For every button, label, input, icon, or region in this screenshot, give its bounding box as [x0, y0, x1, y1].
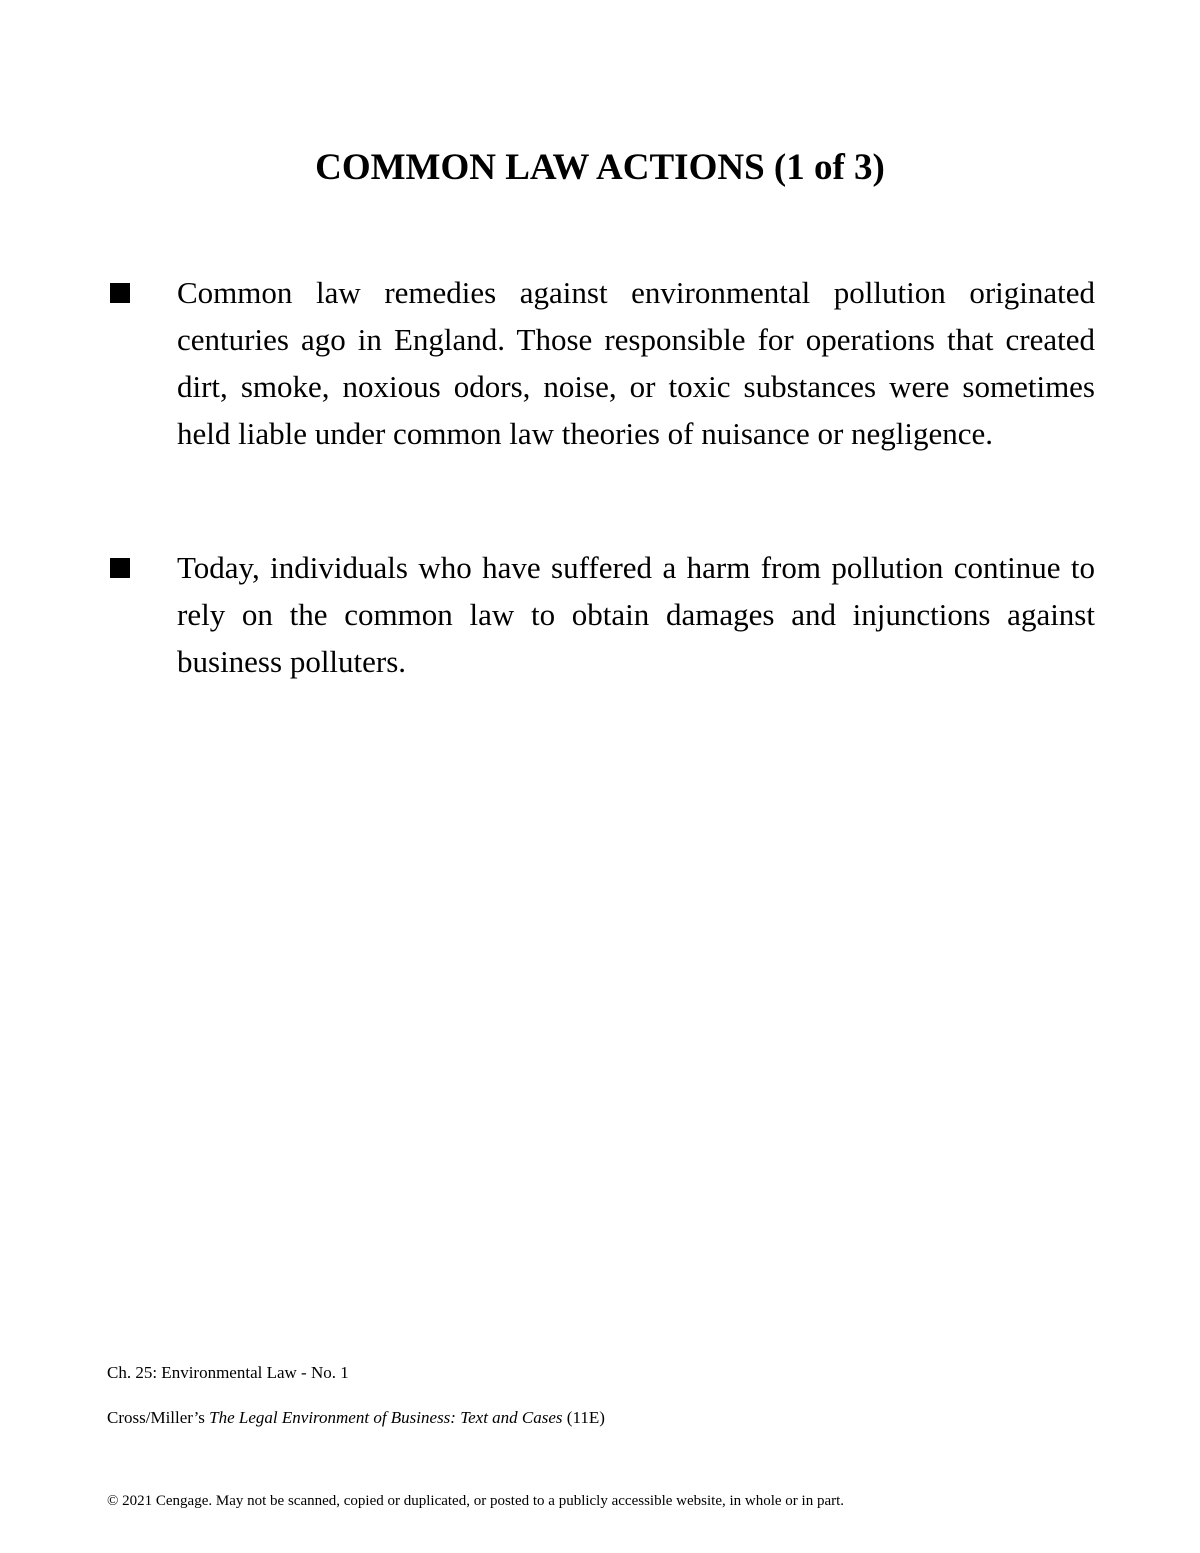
- source-author: Cross/Miller’s: [107, 1408, 210, 1427]
- bullet-text: Common law remedies against environmental pollution originated centuries ago in England. Those responsible for operations that created dirt, smoke, noxious odors, noise, or toxic substances were sometimes held liable under common law theories of nuisance or negligence.: [177, 275, 1095, 451]
- bullet-text: Today, individuals who have suffered a harm from pollution continue to rely on the common law to obtain damages and injunctions against business polluters.: [177, 550, 1095, 679]
- bullet-item: [110, 544, 1095, 685]
- bullet-item: [110, 269, 1095, 457]
- bullet-list: [110, 269, 1095, 685]
- square-bullet-icon: [110, 558, 130, 578]
- square-bullet-icon: [110, 283, 130, 303]
- page-title: COMMON LAW ACTIONS (1 of 3): [315, 147, 885, 188]
- footer-chapter: Ch. 25: Environmental Law - No. 1: [107, 1363, 349, 1382]
- footer-copyright: © 2021 Cengage. May not be scanned, copied or duplicated, or posted to a publicly accessible website, in whole or in part.: [107, 1493, 845, 1509]
- source-book-title: The Legal Environment of Business: Text and Cases: [209, 1408, 563, 1427]
- source-edition: (11E): [562, 1408, 605, 1427]
- footer-source: [107, 1406, 605, 1430]
